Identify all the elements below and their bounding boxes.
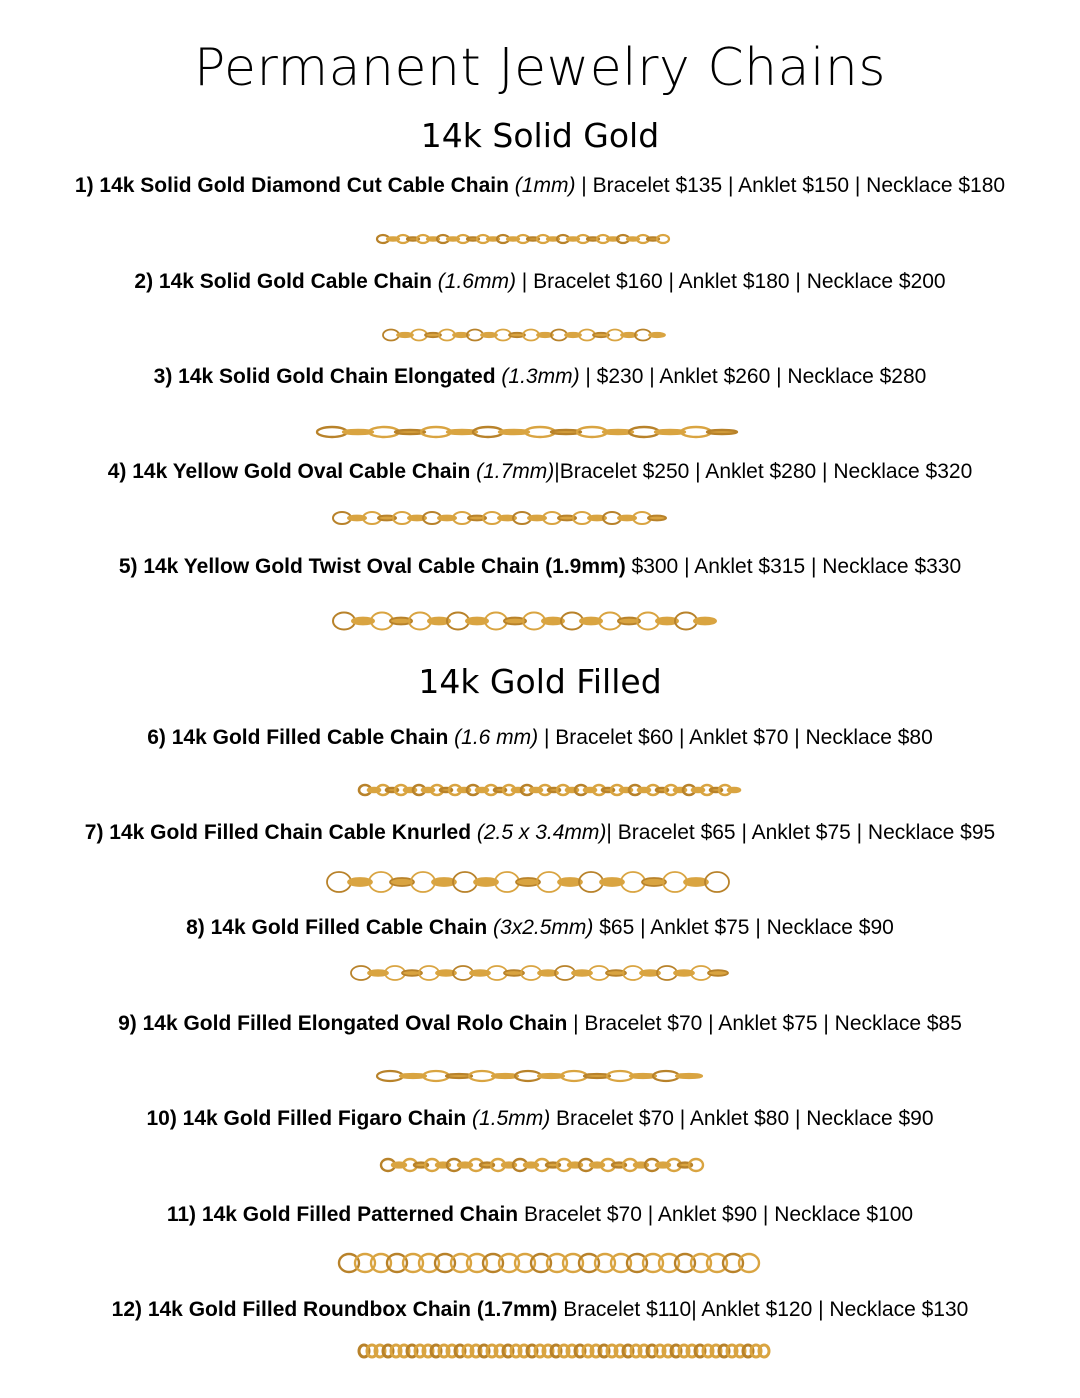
chain-link <box>649 333 665 337</box>
section-heading-solid-gold: 14k Solid Gold <box>420 116 660 155</box>
chain-item-prices: | Bracelet $70 | Anklet $75 | Necklace $85 <box>567 1012 962 1035</box>
large-cable-chain-image <box>350 960 738 986</box>
chain-item-name: 3) 14k Solid Gold Chain Elongated <box>153 365 496 388</box>
chain-item-2 <box>0 270 1080 294</box>
elongated-oval-rolo-chain-image <box>376 1066 718 1086</box>
chain-item-size: (1.6 mm) <box>454 726 539 749</box>
chain-link <box>707 430 737 434</box>
chain-item-3 <box>0 365 1080 389</box>
chain-item-4 <box>0 460 1080 484</box>
chain-link <box>648 516 666 521</box>
chain-link <box>759 1345 769 1357</box>
chain-item-name: 7) 14k Gold Filled Chain Cable Knurled <box>84 821 472 844</box>
figaro-chain-image <box>380 1154 708 1176</box>
diamond-cut-cable-chain-image <box>376 230 670 248</box>
chain-item-prices: | Bracelet $60 | Anklet $70 | Necklace $80 <box>538 726 933 749</box>
page-title: Permanent Jewelry Chains <box>194 38 886 98</box>
roundbox-chain-image <box>358 1342 774 1360</box>
chain-item-10 <box>0 1107 1080 1131</box>
chain-item-size: (3x2.5mm) <box>493 916 594 939</box>
chain-link <box>728 788 740 792</box>
chain-item-size: (2.5 x 3.4mm) <box>476 821 607 844</box>
chain-item-name: 4) 14k Yellow Gold Oval Cable Chain <box>107 460 471 483</box>
chain-item-prices: | Bracelet $160 | Anklet $180 | Necklace $200 <box>515 270 946 293</box>
chain-item-name: 2) 14k Solid Gold Cable Chain <box>134 270 432 293</box>
elongated-chain-image <box>316 422 742 442</box>
chain-item-size: (1.7mm) <box>476 460 555 483</box>
chain-item-5 <box>0 555 1080 579</box>
chain-item-name: 1) 14k Solid Gold Diamond Cut Cable Chain <box>74 174 509 197</box>
chain-item-prices: $300 | Anklet $315 | Necklace $330 <box>625 555 962 578</box>
chain-item-prices: | $230 | Anklet $260 | Necklace $280 <box>579 365 927 388</box>
chain-item-prices: Bracelet $70 | Anklet $90 | Necklace $100 <box>518 1203 914 1226</box>
chain-item-prices: | Bracelet $65 | Anklet $75 | Necklace $95 <box>606 821 996 844</box>
chain-item-prices: |Bracelet $250 | Anklet $280 | Necklace $320 <box>554 460 973 483</box>
chain-item-name: 5) 14k Yellow Gold Twist Oval Cable Chain (1.9mm) <box>118 555 626 578</box>
chain-item-12 <box>0 1298 1080 1322</box>
oval-cable-chain-image <box>332 508 674 528</box>
chain-item-name: 6) 14k Gold Filled Cable Chain <box>147 726 449 749</box>
chain-item-1 <box>0 174 1080 198</box>
chain-item-size: (1.6mm) <box>437 270 516 293</box>
chain-item-size: (1mm) <box>514 174 576 197</box>
chain-link <box>694 618 716 625</box>
chain-item-prices: | Bracelet $135 | Anklet $150 | Necklace $180 <box>575 174 1006 197</box>
cable-chain-image <box>382 324 674 346</box>
chain-item-size: (1.3mm) <box>501 365 580 388</box>
gold-filled-cable-chain-image <box>358 780 748 800</box>
chain-link <box>676 1074 702 1078</box>
chain-item-8 <box>0 916 1080 940</box>
chain-item-name: 11) 14k Gold Filled Patterned Chain <box>166 1203 519 1226</box>
chain-item-name: 10) 14k Gold Filled Figaro Chain <box>146 1107 467 1130</box>
chain-item-name: 12) 14k Gold Filled Roundbox Chain (1.7mm) <box>111 1298 558 1321</box>
chain-item-name: 8) 14k Gold Filled Cable Chain <box>186 916 488 939</box>
chain-item-prices: Bracelet $110| Anklet $120 | Necklace $130 <box>557 1298 969 1321</box>
twist-oval-cable-chain-image <box>332 608 718 634</box>
chain-item-prices: $65 | Anklet $75 | Necklace $90 <box>593 916 894 939</box>
chain-item-6 <box>0 726 1080 750</box>
knurled-cable-chain-image <box>326 868 738 896</box>
chain-item-prices: Bracelet $70 | Anklet $80 | Necklace $90 <box>550 1107 934 1130</box>
chain-item-11 <box>0 1203 1080 1227</box>
chain-item-name: 9) 14k Gold Filled Elongated Oval Rolo Chain <box>118 1012 568 1035</box>
patterned-chain-image <box>338 1248 762 1278</box>
section-heading-gold-filled: 14k Gold Filled <box>418 662 662 701</box>
chain-link <box>708 970 728 976</box>
chain-item-9 <box>0 1012 1080 1036</box>
chain-item-7 <box>0 821 1080 845</box>
chain-item-size: (1.5mm) <box>472 1107 551 1130</box>
